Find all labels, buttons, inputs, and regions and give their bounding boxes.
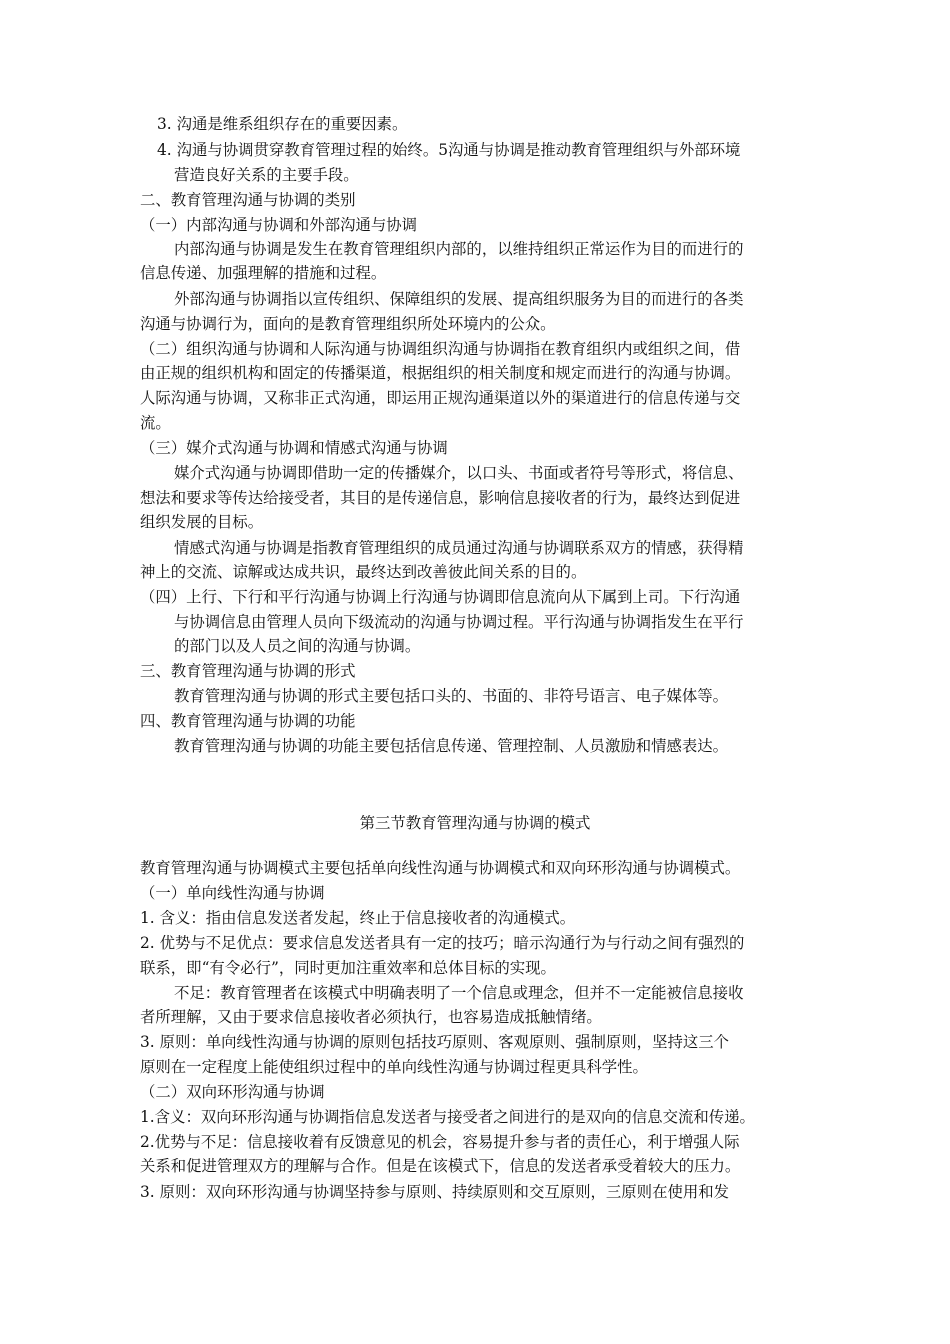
paragraph-line: 者所理解，又由于要求信息接收者必须执行，也容易造成抵触情绪。 — [140, 1008, 602, 1026]
paragraph-line: 由正规的组织机构和固定的传播渠道，根据组织的相关制度和规定而进行的沟通与协调。 — [140, 364, 741, 382]
list-item: 3. 原则：双向环形沟通与协调坚持参与原则、持续原则和交互原则，三原则在使用和发 — [140, 1183, 730, 1201]
paragraph-line: 媒介式沟通与协调即借助一定的传播媒介，以口头、书面或者符号等形式，将信息、 — [174, 464, 744, 482]
paragraph-line: 联系，即“有令必行”，同时更加注重效率和总体目标的实现。 — [140, 959, 556, 977]
paragraph-line: 外部沟通与协调指以宣传组织、保障组织的发展、提高组织服务为目的而进行的各类 — [174, 290, 744, 308]
list-item-4-line-2: 营造良好关系的主要手段。 — [174, 166, 359, 184]
paragraph-line: 内部沟通与协调是发生在教育管理组织内部的，以维持组织正常运作为目的而进行的 — [174, 240, 744, 258]
paragraph-line: 关系和促进管理双方的理解与合作。但是在该模式下，信息的发送者承受着较大的压力。 — [140, 1157, 741, 1175]
paragraph-line: 教育管理沟通与协调模式主要包括单向线性沟通与协调模式和双向环形沟通与协调模式。 — [140, 859, 741, 877]
subheading-2-3: （三）媒介式沟通与协调和情感式沟通与协调 — [140, 439, 448, 457]
paragraph-line: 组织发展的目标。 — [140, 513, 264, 531]
list-item: 1.含义：双向环形沟通与协调指信息发送者与接受者之间进行的是双向的信息交流和传递。 — [140, 1108, 755, 1126]
section-heading-4: 四、教育管理沟通与协调的功能 — [140, 712, 356, 730]
section-title: 第三节教育管理沟通与协调的模式 — [359, 814, 591, 832]
paragraph-line: 神上的交流、谅解或达成共识，最终达到改善彼此间关系的目的。 — [140, 563, 587, 581]
paragraph-line: 与协调信息由管理人员向下级流动的沟通与协调过程。平行沟通与协调指发生在平行 — [174, 613, 744, 631]
subheading-2-2: （二）组织沟通与协调和人际沟通与协调组织沟通与协调指在教育组织内或组织之间，借 — [140, 340, 741, 358]
paragraph-line: 信息传递、加强理解的措施和过程。 — [140, 264, 387, 282]
subheading-mode-1: （一）单向线性沟通与协调 — [140, 884, 325, 902]
paragraph-line: 情感式沟通与协调是指教育管理组织的成员通过沟通与协调联系双方的情感，获得精 — [174, 539, 744, 557]
subheading-mode-2: （二）双向环形沟通与协调 — [140, 1083, 325, 1101]
paragraph-line: 教育管理沟通与协调的形式主要包括口头的、书面的、非符号语言、电子媒体等。 — [174, 687, 729, 705]
paragraph-line: 流。 — [140, 414, 171, 432]
paragraph-line: 人际沟通与协调，又称非正式沟通，即运用正规沟通渠道以外的渠道进行的信息传递与交 — [140, 389, 741, 407]
list-item-4-line-1: 4. 沟通与协调贯穿教育管理过程的始终。5沟通与协调是推动教育管理组织与外部环境 — [157, 141, 741, 159]
list-item-3: 3. 沟通是维系组织存在的重要因素。 — [157, 115, 408, 133]
paragraph-line: 想法和要求等传达给接受者，其目的是传递信息，影响信息接收者的行为，最终达到促进 — [140, 489, 741, 507]
paragraph-line: 不足：教育管理者在该模式中明确表明了一个信息或理念，但并不一定能被信息接收 — [174, 984, 744, 1002]
subheading-2-4: （四）上行、下行和平行沟通与协调上行沟通与协调即信息流向从下属到上司。下行沟通 — [140, 588, 741, 606]
list-item: 1. 含义：指由信息发送者发起，终止于信息接收者的沟通模式。 — [140, 909, 576, 927]
subheading-2-1: （一）内部沟通与协调和外部沟通与协调 — [140, 216, 418, 234]
paragraph-line: 的部门以及人员之间的沟通与协调。 — [174, 637, 421, 655]
list-item: 2.优势与不足：信息接收着有反馈意见的机会，容易提升参与者的责任心，利于增强人际 — [140, 1133, 740, 1151]
paragraph-line: 教育管理沟通与协调的功能主要包括信息传递、管理控制、人员激励和情感表达。 — [174, 737, 729, 755]
list-item: 3. 原则：单向线性沟通与协调的原则包括技巧原则、客观原则、强制原则，坚持这三个 — [140, 1033, 730, 1051]
paragraph-line: 沟通与协调行为，面向的是教育管理组织所处环境内的公众。 — [140, 315, 556, 333]
section-heading-3: 三、教育管理沟通与协调的形式 — [140, 662, 356, 680]
list-item: 2. 优势与不足优点：要求信息发送者具有一定的技巧；暗示沟通行为与行动之间有强烈的 — [140, 934, 745, 952]
paragraph-line: 原则在一定程度上能使组织过程中的单向线性沟通与协调过程更具科学性。 — [140, 1058, 648, 1076]
section-heading-2: 二、教育管理沟通与协调的类别 — [140, 191, 356, 209]
